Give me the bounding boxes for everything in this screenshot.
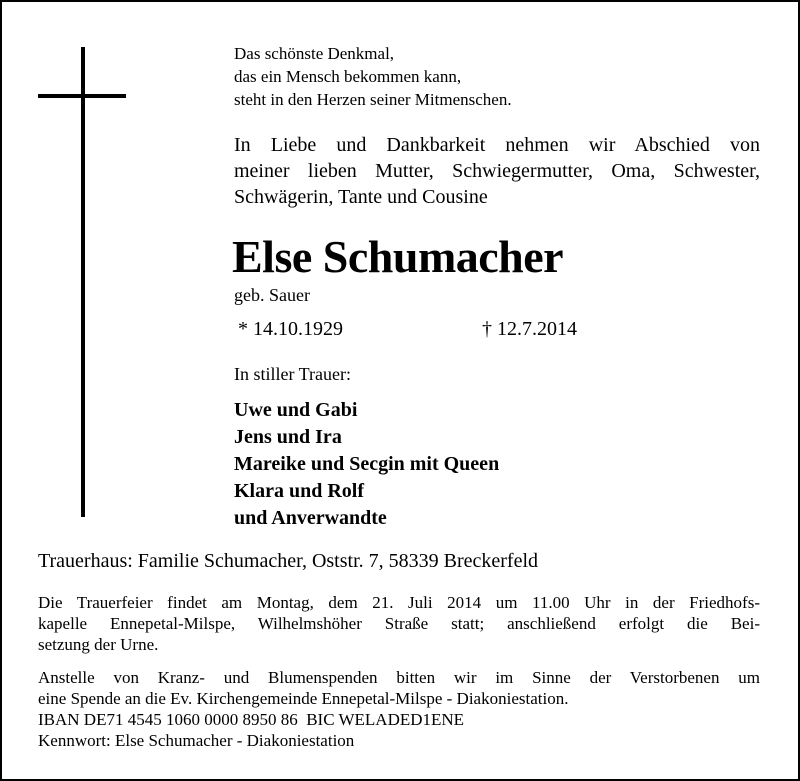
funeral-info xyxy=(38,592,760,655)
bank-details: IBAN DE71 4545 1060 0000 8950 86 BIC WELADED1ENE xyxy=(38,710,465,729)
funeral-line: Die Trauerfeier findet am Montag, dem 21. Juli 2014 um 11.00 Uhr in der Friedhofs- xyxy=(38,593,760,612)
house-of-mourning: Trauerhaus: Familie Schumacher, Oststr. 7, 58339 Breckerfeld xyxy=(38,550,539,572)
donation-line: Anstelle von Kranz- und Blumenspenden bitten wir im Sinne der Verstorbenen um xyxy=(38,668,760,687)
mourning-label: In stiller Trauer: xyxy=(234,364,351,384)
mourner-item: Mareike und Secgin mit Queen xyxy=(234,453,500,475)
death-date: † 12.7.2014 xyxy=(482,318,577,340)
birth-name: geb. Sauer xyxy=(234,285,310,305)
funeral-line: setzung der Urne. xyxy=(38,635,159,654)
funeral-line: kapelle Ennepetal-Milspe, Wilhelmshöher Straße statt; anschließend erfolgt die Bei- xyxy=(38,614,760,633)
mourners-list xyxy=(234,397,499,532)
deceased-name: Else Schumacher xyxy=(232,231,564,282)
motto-line: Das schönste Denkmal, xyxy=(234,44,395,63)
intro-line: meiner lieben Mutter, Schwiegermutter, Oma, Schwester, xyxy=(234,160,760,182)
mourner-item: und Anverwandte xyxy=(234,507,387,529)
intro-line: In Liebe und Dankbarkeit nehmen wir Abschied von xyxy=(234,134,760,156)
intro-line: Schwägerin, Tante und Cousine xyxy=(234,186,488,208)
farewell-intro xyxy=(234,132,760,210)
cross-vertical-bar xyxy=(81,47,85,517)
motto-quote xyxy=(234,42,512,111)
donation-keyword: Kennwort: Else Schumacher - Diakoniestation xyxy=(38,731,355,750)
donation-info xyxy=(38,667,760,751)
motto-line: steht in den Herzen seiner Mitmenschen. xyxy=(234,90,512,109)
donation-line: eine Spende an die Ev. Kirchengemeinde Ennepetal-Milspe - Diakoniestation. xyxy=(38,689,569,708)
mourner-item: Jens und Ira xyxy=(234,426,342,448)
mourner-item: Klara und Rolf xyxy=(234,480,365,502)
cross-horizontal-bar xyxy=(38,94,126,98)
motto-line: das ein Mensch bekommen kann, xyxy=(234,67,462,86)
mourner-item: Uwe und Gabi xyxy=(234,399,358,421)
birth-date: * 14.10.1929 xyxy=(238,318,343,340)
